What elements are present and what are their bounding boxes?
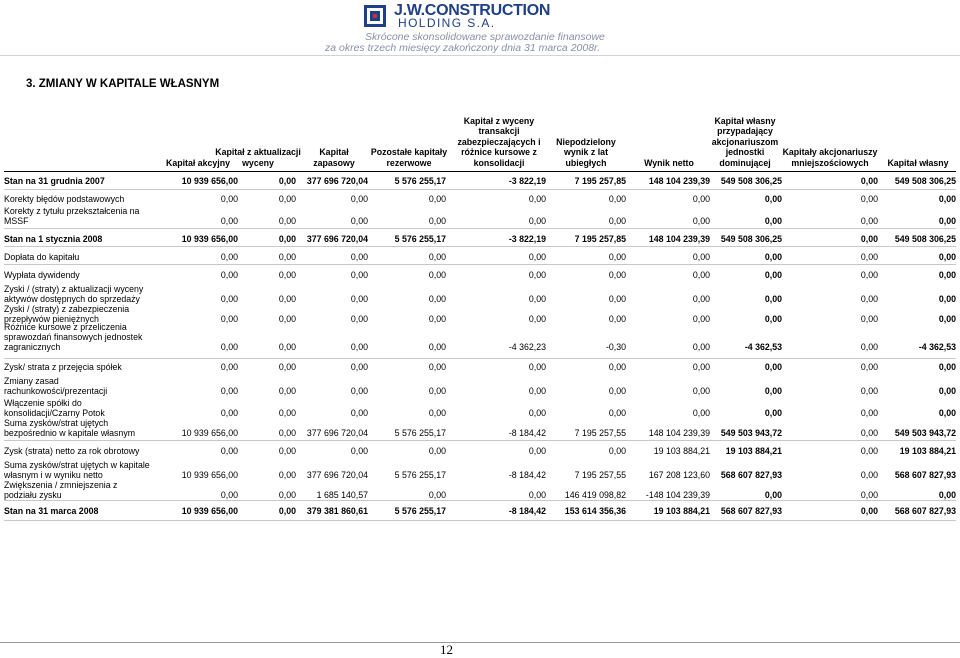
row-value: 0,00 xyxy=(528,408,546,418)
row-value: 0,00 xyxy=(350,294,368,304)
table-row xyxy=(0,194,960,204)
row-value: 0,00 xyxy=(692,342,710,352)
column-header: Kapitał z aktualizacji wyceny xyxy=(215,147,301,168)
row-value: 10 939 656,00 xyxy=(181,470,238,480)
row-value: 146 419 098,82 xyxy=(564,490,626,500)
row-value: 0,00 xyxy=(860,446,878,456)
row-label: Różnice kursowe z przeliczenia sprawozdań finansowych jednostek zagranicznych xyxy=(4,322,143,352)
row-value: 0,00 xyxy=(278,428,296,438)
row-separator xyxy=(4,358,956,359)
row-value: 0,00 xyxy=(608,386,626,396)
row-label: Stan na 31 grudnia 2007 xyxy=(4,176,105,186)
row-value: 167 208 123,60 xyxy=(648,470,710,480)
row-value: 0,00 xyxy=(350,270,368,280)
row-label: Stan na 31 marca 2008 xyxy=(4,506,99,516)
row-value: 0,00 xyxy=(428,252,446,262)
row-value: 0,00 xyxy=(220,294,238,304)
row-value: 0,00 xyxy=(860,270,878,280)
row-value: 0,00 xyxy=(278,234,296,244)
row-value: 0,00 xyxy=(220,408,238,418)
row-value: 0,00 xyxy=(528,252,546,262)
row-value: 377 696 720,04 xyxy=(306,470,368,480)
row-value: 0,00 xyxy=(278,314,296,324)
row-value: 0,00 xyxy=(692,216,710,226)
row-value: 0,00 xyxy=(350,446,368,456)
row-value: 377 696 720,04 xyxy=(306,234,368,244)
row-value: 19 103 884,21 xyxy=(725,446,782,456)
row-value: -4 362,53 xyxy=(744,342,782,352)
row-separator xyxy=(4,264,956,265)
row-value: 0,00 xyxy=(608,194,626,204)
row-value: 0,00 xyxy=(860,194,878,204)
row-value: 0,00 xyxy=(278,216,296,226)
row-value: 0,00 xyxy=(428,314,446,324)
table-row xyxy=(0,206,960,226)
row-value: 549 508 306,25 xyxy=(894,234,956,244)
row-value: 377 696 720,04 xyxy=(306,176,368,186)
row-value: 7 195 257,55 xyxy=(574,428,626,438)
row-value: 0,00 xyxy=(220,386,238,396)
row-value: 0,00 xyxy=(350,362,368,372)
row-value: 0,00 xyxy=(938,408,956,418)
row-value: 0,00 xyxy=(692,386,710,396)
row-separator xyxy=(4,520,956,521)
row-value: 0,00 xyxy=(528,446,546,456)
row-label: Zmiany zasad rachunkowości/prezentacji xyxy=(4,376,108,396)
row-value: -3 822,19 xyxy=(508,176,546,186)
row-value: 0,00 xyxy=(278,408,296,418)
row-value: 19 103 884,21 xyxy=(653,446,710,456)
row-value: -0,30 xyxy=(605,342,626,352)
row-value: 0,00 xyxy=(938,216,956,226)
row-value: 19 103 884,21 xyxy=(653,506,710,516)
column-header: Kapitał własny xyxy=(887,157,949,168)
row-value: 5 576 255,17 xyxy=(394,176,446,186)
row-value: 0,00 xyxy=(938,314,956,324)
row-value: 0,00 xyxy=(350,216,368,226)
row-value: 0,00 xyxy=(608,252,626,262)
row-value: 0,00 xyxy=(528,314,546,324)
row-value: 0,00 xyxy=(692,194,710,204)
row-value: 0,00 xyxy=(278,270,296,280)
row-value: 0,00 xyxy=(428,216,446,226)
row-value: 568 607 827,93 xyxy=(894,470,956,480)
page-number: 12 xyxy=(440,642,453,657)
row-value: 7 195 257,55 xyxy=(574,470,626,480)
row-value: 0,00 xyxy=(764,216,782,226)
row-value: 0,00 xyxy=(692,252,710,262)
row-value: 0,00 xyxy=(278,342,296,352)
row-value: 0,00 xyxy=(860,342,878,352)
row-value: 568 607 827,93 xyxy=(720,470,782,480)
row-value: 7 195 257,85 xyxy=(574,234,626,244)
row-value: 0,00 xyxy=(692,294,710,304)
column-header: Niepodzielony wynik z lat ubiegłych xyxy=(556,136,616,168)
row-value: 0,00 xyxy=(350,252,368,262)
table-row xyxy=(0,304,960,324)
table-row xyxy=(0,418,960,438)
row-value: 549 503 943,72 xyxy=(720,428,782,438)
row-label: Zyski / (straty) z aktualizacji wyceny aktywów dostępnych do sprzedaży xyxy=(4,284,144,304)
table-row xyxy=(0,234,960,244)
row-value: 0,00 xyxy=(608,446,626,456)
page-footer-line xyxy=(0,642,960,643)
row-value: 0,00 xyxy=(860,506,878,516)
row-value: 0,00 xyxy=(428,362,446,372)
row-value: 0,00 xyxy=(350,386,368,396)
column-header: Kapitał zapasowy xyxy=(313,147,355,168)
column-header: Kapitał własny przypadający akcjonariuszom jednostki dominującej xyxy=(711,115,779,168)
table-row xyxy=(0,446,960,456)
row-value: 5 576 255,17 xyxy=(394,470,446,480)
row-value: 0,00 xyxy=(692,270,710,280)
row-value: 0,00 xyxy=(528,216,546,226)
row-value: 0,00 xyxy=(278,490,296,500)
row-value: 0,00 xyxy=(220,342,238,352)
row-value: 0,00 xyxy=(938,294,956,304)
row-value: -148 104 239,39 xyxy=(645,490,710,500)
row-value: 0,00 xyxy=(692,314,710,324)
row-value: 153 614 356,36 xyxy=(564,506,626,516)
row-value: 0,00 xyxy=(220,270,238,280)
row-separator xyxy=(4,189,956,190)
row-value: -8 184,42 xyxy=(508,506,546,516)
row-value: 0,00 xyxy=(860,428,878,438)
row-value: 0,00 xyxy=(764,362,782,372)
row-value: 0,00 xyxy=(278,294,296,304)
row-value: 0,00 xyxy=(938,194,956,204)
row-label: Suma zysków/strat ujętych bezpośrednio w kapitale własnym xyxy=(4,418,136,438)
row-value: 568 607 827,93 xyxy=(894,506,956,516)
row-value: 0,00 xyxy=(350,408,368,418)
row-value: 0,00 xyxy=(350,342,368,352)
section-title: 3. ZMIANY W KAPITALE WŁASNYM xyxy=(26,78,220,90)
row-value: 0,00 xyxy=(428,294,446,304)
row-value: 549 508 306,25 xyxy=(720,176,782,186)
row-value: 0,00 xyxy=(860,216,878,226)
row-value: 0,00 xyxy=(608,408,626,418)
row-label: Włączenie spółki do konsolidacji/Czarny Potok xyxy=(4,398,105,418)
row-label: Wypłata dywidendy xyxy=(4,270,80,280)
row-value: 0,00 xyxy=(764,270,782,280)
row-value: -8 184,42 xyxy=(508,470,546,480)
row-value: 0,00 xyxy=(350,194,368,204)
row-value: 0,00 xyxy=(428,386,446,396)
row-value: 0,00 xyxy=(938,490,956,500)
row-value: 148 104 239,39 xyxy=(648,176,710,186)
column-header: Kapitał akcyjny xyxy=(165,157,231,168)
row-label: Korekty z tytułu przekształcenia na MSSF xyxy=(4,206,140,226)
row-value: 1 685 140,57 xyxy=(316,490,368,500)
row-value: 0,00 xyxy=(528,362,546,372)
row-value: 0,00 xyxy=(278,362,296,372)
row-value: 0,00 xyxy=(278,506,296,516)
table-row xyxy=(0,252,960,262)
row-value: 0,00 xyxy=(764,294,782,304)
row-value: 0,00 xyxy=(764,194,782,204)
row-value: 0,00 xyxy=(220,194,238,204)
row-label: Zysk (strata) netto za rok obrotowy xyxy=(4,446,140,456)
row-value: 0,00 xyxy=(860,234,878,244)
row-value: 148 104 239,39 xyxy=(648,234,710,244)
row-separator xyxy=(4,228,956,229)
row-value: 0,00 xyxy=(278,176,296,186)
row-value: 19 103 884,21 xyxy=(899,446,956,456)
row-value: 0,00 xyxy=(220,490,238,500)
row-value: 0,00 xyxy=(692,408,710,418)
row-label: Korekty błędów podstawowych xyxy=(4,194,125,204)
row-value: 379 381 860,61 xyxy=(306,506,368,516)
header-rule xyxy=(4,171,956,172)
row-value: 0,00 xyxy=(528,270,546,280)
row-value: 0,00 xyxy=(860,470,878,480)
row-separator xyxy=(4,500,956,501)
table-row xyxy=(0,270,960,280)
table-row xyxy=(0,362,960,372)
row-value: 0,00 xyxy=(860,490,878,500)
row-value: 0,00 xyxy=(608,362,626,372)
row-label: Zyski / (straty) z zabezpieczenia przepływów pieniężnych xyxy=(4,304,130,324)
column-header: Kapitał z wyceny transakcji zabezpieczających i różnice kursowe z konsolidacji xyxy=(457,115,541,168)
table-row xyxy=(0,398,960,418)
row-value: 5 576 255,17 xyxy=(394,506,446,516)
row-value: 0,00 xyxy=(528,294,546,304)
row-value: 0,00 xyxy=(608,314,626,324)
row-value: 0,00 xyxy=(528,386,546,396)
row-value: 10 939 656,00 xyxy=(181,506,238,516)
row-value: 0,00 xyxy=(350,314,368,324)
row-value: 377 696 720,04 xyxy=(306,428,368,438)
row-value: 0,00 xyxy=(938,270,956,280)
row-value: -4 362,23 xyxy=(508,342,546,352)
row-value: 0,00 xyxy=(938,362,956,372)
row-value: 0,00 xyxy=(860,294,878,304)
row-separator xyxy=(4,246,956,247)
row-value: -8 184,42 xyxy=(508,428,546,438)
row-value: 0,00 xyxy=(428,490,446,500)
row-label: Stan na 1 stycznia 2008 xyxy=(4,234,103,244)
row-value: -4 362,53 xyxy=(918,342,956,352)
row-value: -3 822,19 xyxy=(508,234,546,244)
row-value: 0,00 xyxy=(278,446,296,456)
row-value: 0,00 xyxy=(764,252,782,262)
row-value: 549 503 943,72 xyxy=(894,428,956,438)
row-value: 10 939 656,00 xyxy=(181,428,238,438)
row-value: 0,00 xyxy=(220,314,238,324)
brand-name: J.W.CONSTRUCTION xyxy=(394,2,551,19)
table-row xyxy=(0,284,960,304)
row-value: 0,00 xyxy=(278,386,296,396)
row-value: 0,00 xyxy=(528,490,546,500)
row-value: 0,00 xyxy=(692,362,710,372)
row-label: Suma zysków/strat ujętych w kapitale własnym i w wyniku netto xyxy=(4,460,150,480)
row-value: 0,00 xyxy=(608,294,626,304)
row-value: 0,00 xyxy=(428,194,446,204)
row-value: 568 607 827,93 xyxy=(720,506,782,516)
row-value: 7 195 257,85 xyxy=(574,176,626,186)
row-value: 0,00 xyxy=(278,194,296,204)
table-row xyxy=(0,176,960,186)
brand-holding: HOLDING S.A. xyxy=(398,16,496,30)
row-value: 0,00 xyxy=(608,216,626,226)
row-separator xyxy=(4,440,956,441)
row-value: 0,00 xyxy=(860,252,878,262)
row-value: 0,00 xyxy=(764,490,782,500)
row-value: 0,00 xyxy=(764,408,782,418)
column-header: Pozostałe kapitały rezerwowe xyxy=(370,147,448,168)
row-value: 5 576 255,17 xyxy=(394,234,446,244)
row-value: 0,00 xyxy=(764,386,782,396)
row-value: 10 939 656,00 xyxy=(181,176,238,186)
row-value: 0,00 xyxy=(278,470,296,480)
column-header: Kapitały akcjonariuszy mniejszościowych xyxy=(782,147,878,168)
table-row xyxy=(0,506,960,516)
report-period: za okres trzech miesięcy zakończony dnia 31 marca 2008r. xyxy=(325,42,601,54)
row-value: 148 104 239,39 xyxy=(648,428,710,438)
row-value: 0,00 xyxy=(860,408,878,418)
row-value: 0,00 xyxy=(528,194,546,204)
row-value: 0,00 xyxy=(860,386,878,396)
row-value: 0,00 xyxy=(938,252,956,262)
row-value: 0,00 xyxy=(764,314,782,324)
company-logo-icon xyxy=(364,5,386,27)
table-row xyxy=(0,480,960,500)
row-label: Zysk/ strata z przejęcia spółek xyxy=(4,362,122,372)
row-value: 5 576 255,17 xyxy=(394,428,446,438)
row-value: 0,00 xyxy=(860,176,878,186)
row-value: 549 508 306,25 xyxy=(720,234,782,244)
row-value: 0,00 xyxy=(608,270,626,280)
row-value: 10 939 656,00 xyxy=(181,234,238,244)
table-row xyxy=(0,460,960,480)
row-value: 549 508 306,25 xyxy=(894,176,956,186)
row-value: 0,00 xyxy=(860,314,878,324)
row-label: Zwiększenia / zmniejszenia z podziału zysku xyxy=(4,480,118,500)
row-value: 0,00 xyxy=(220,446,238,456)
row-value: 0,00 xyxy=(860,362,878,372)
row-value: 0,00 xyxy=(428,408,446,418)
row-value: 0,00 xyxy=(220,252,238,262)
row-value: 0,00 xyxy=(428,342,446,352)
row-label: Dopłata do kapitału xyxy=(4,252,80,262)
row-value: 0,00 xyxy=(220,216,238,226)
report-title: Skrócone skonsolidowane sprawozdanie finansowe xyxy=(365,31,605,43)
table-row xyxy=(0,376,960,396)
table-row xyxy=(0,322,960,352)
row-value: 0,00 xyxy=(938,386,956,396)
row-value: 0,00 xyxy=(428,270,446,280)
row-value: 0,00 xyxy=(428,446,446,456)
row-value: 0,00 xyxy=(278,252,296,262)
row-value: 0,00 xyxy=(220,362,238,372)
column-header: Wynik netto xyxy=(644,157,694,168)
document-header xyxy=(0,0,960,52)
header-divider xyxy=(0,55,960,56)
